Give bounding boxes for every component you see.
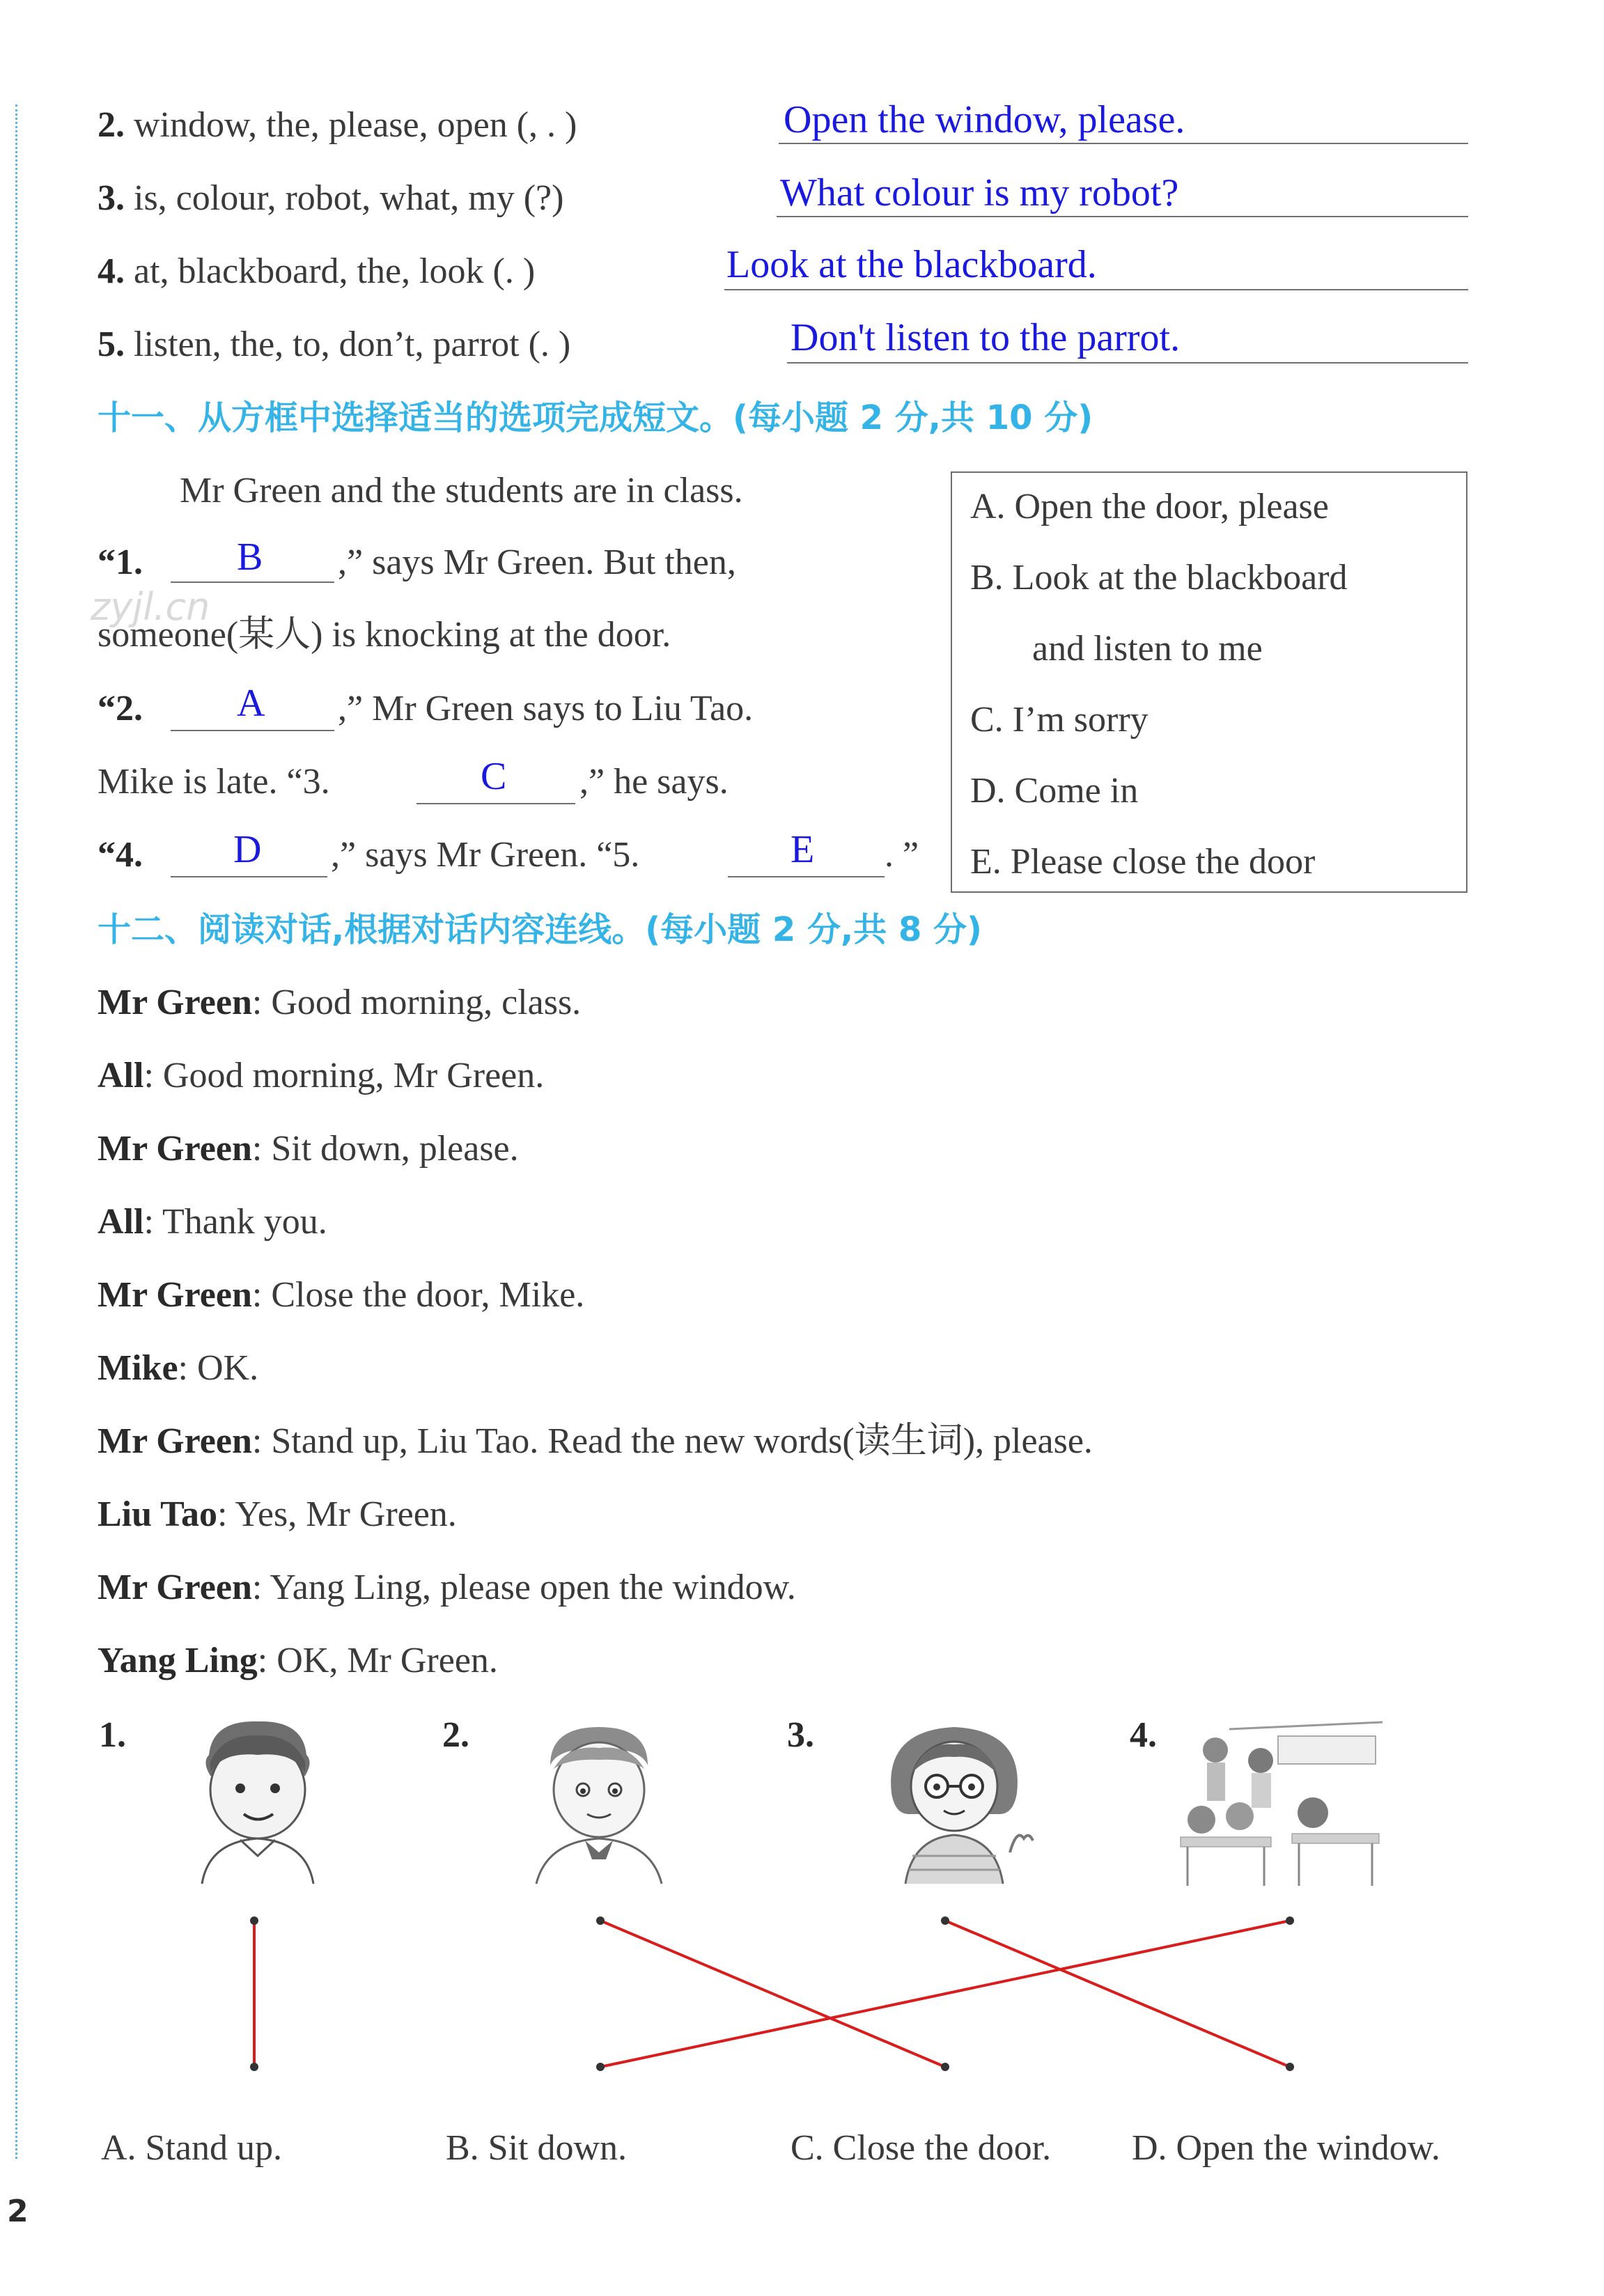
option-b: B. Look at the blackboard: [970, 558, 1348, 598]
blank-4-answer: D: [233, 828, 262, 871]
passage-q2-rest: ,” Mr Green says to Liu Tao.: [338, 689, 754, 728]
match-line-2-c: [600, 1921, 945, 2067]
dialogue-line: All: Thank you.: [98, 1202, 327, 1242]
speaker: Yang Ling: [98, 1641, 258, 1680]
option-d: D. Come in: [970, 771, 1139, 811]
passage-q4-open: “4.: [98, 835, 143, 875]
dialogue-line: Mr Green: Close the door, Mike.: [98, 1275, 585, 1315]
reorder-item-5: 5. listen, the, to, don’t, parrot (. ): [98, 325, 571, 364]
speaker: Mr Green: [98, 1129, 252, 1169]
speaker: All: [98, 1202, 144, 1242]
speaker: Mike: [98, 1348, 178, 1388]
match-dot[interactable]: [1286, 1916, 1294, 1925]
picture-number-1: 1.: [99, 1715, 126, 1755]
option-e: E. Please close the door: [970, 842, 1316, 882]
picture-number-2: 2.: [442, 1715, 469, 1755]
dialogue-line: Mr Green: Stand up, Liu Tao. Read the new words(读生词), please.: [98, 1421, 1093, 1461]
dialogue-line: Mr Green: Good morning, class.: [98, 983, 582, 1022]
passage-intro: Mr Green and the students are in class.: [180, 471, 743, 510]
reorder-item-4: 4. at, blackboard, the, look (. ): [98, 251, 536, 291]
speaker: Liu Tao: [98, 1494, 218, 1534]
choice-a: A. Stand up.: [101, 2128, 282, 2168]
reorder-answer-2: Open the window, please.: [784, 98, 1185, 141]
passage-q4-rest: ,” says Mr Green. “5.: [331, 835, 640, 875]
picture-number-4: 4.: [1130, 1715, 1157, 1755]
choice-b: B. Sit down.: [446, 2128, 628, 2168]
speaker: Mr Green: [98, 1421, 252, 1461]
dialogue-line: Mr Green: Yang Ling, please open the window.: [98, 1568, 796, 1607]
dialogue-line: Liu Tao: Yes, Mr Green.: [98, 1494, 457, 1534]
blank-1-answer: B: [237, 536, 263, 579]
page-number: 2: [7, 2194, 29, 2229]
match-line-4-b: [600, 1921, 1290, 2067]
blank-5-answer: E: [791, 828, 815, 871]
section-11-heading: 十一、从方框中选择适当的选项完成短文。(每小题 2 分,共 10 分): [98, 398, 1093, 437]
choice-d: D. Open the window.: [1132, 2128, 1440, 2168]
match-dot[interactable]: [250, 1916, 258, 1925]
passage-q1-rest: ,” says Mr Green. But then,: [338, 542, 736, 582]
match-line-3-d: [945, 1921, 1290, 2067]
reorder-answer-3: What colour is my robot?: [780, 171, 1179, 214]
dialogue-line: Mr Green: Sit down, please.: [98, 1129, 519, 1169]
picture-number-3: 3.: [787, 1715, 814, 1755]
match-dot[interactable]: [941, 1916, 949, 1925]
match-dot[interactable]: [596, 1916, 605, 1925]
passage-q3-rest: ,” he says.: [579, 762, 729, 802]
match-dot[interactable]: [250, 2063, 258, 2071]
match-dot[interactable]: [941, 2063, 949, 2071]
section-12-heading: 十二、阅读对话,根据对话内容连线。(每小题 2 分,共 8 分): [98, 910, 982, 949]
match-dot[interactable]: [1286, 2063, 1294, 2071]
passage-q2-open: “2.: [98, 689, 143, 728]
reorder-answer-4: Look at the blackboard.: [726, 243, 1097, 286]
reorder-answer-5: Don't listen to the parrot.: [791, 316, 1181, 359]
passage-q3-pre: Mike is late. “3.: [98, 762, 330, 802]
dialogue-line: All: Good morning, Mr Green.: [98, 1056, 545, 1095]
passage-line-3: someone(某人) is knocking at the door.: [98, 615, 671, 655]
passage-q1-open: “1.: [98, 542, 143, 582]
speaker: Mr Green: [98, 1275, 252, 1315]
watermark: zyjl.cn: [91, 585, 210, 629]
match-dot[interactable]: [596, 2063, 605, 2071]
passage-q5-rest: . ”: [885, 835, 919, 875]
reorder-item-2: 2. window, the, please, open (, . ): [98, 105, 577, 145]
speaker: Mr Green: [98, 983, 252, 1022]
option-a: A. Open the door, please: [970, 487, 1329, 526]
option-c: C. I’m sorry: [970, 700, 1149, 740]
dialogue-line: Mike: OK.: [98, 1348, 259, 1388]
speaker: All: [98, 1056, 144, 1095]
blank-2-answer: A: [237, 682, 265, 725]
dialogue-line: Yang Ling: OK, Mr Green.: [98, 1641, 498, 1680]
speaker: Mr Green: [98, 1568, 252, 1607]
match-lines-group: [254, 1921, 1290, 2067]
reorder-item-3: 3. is, colour, robot, what, my (?): [98, 178, 564, 218]
option-b-cont: and listen to me: [1032, 629, 1263, 669]
blank-3-answer: C: [481, 755, 507, 798]
choice-c: C. Close the door.: [791, 2128, 1052, 2168]
